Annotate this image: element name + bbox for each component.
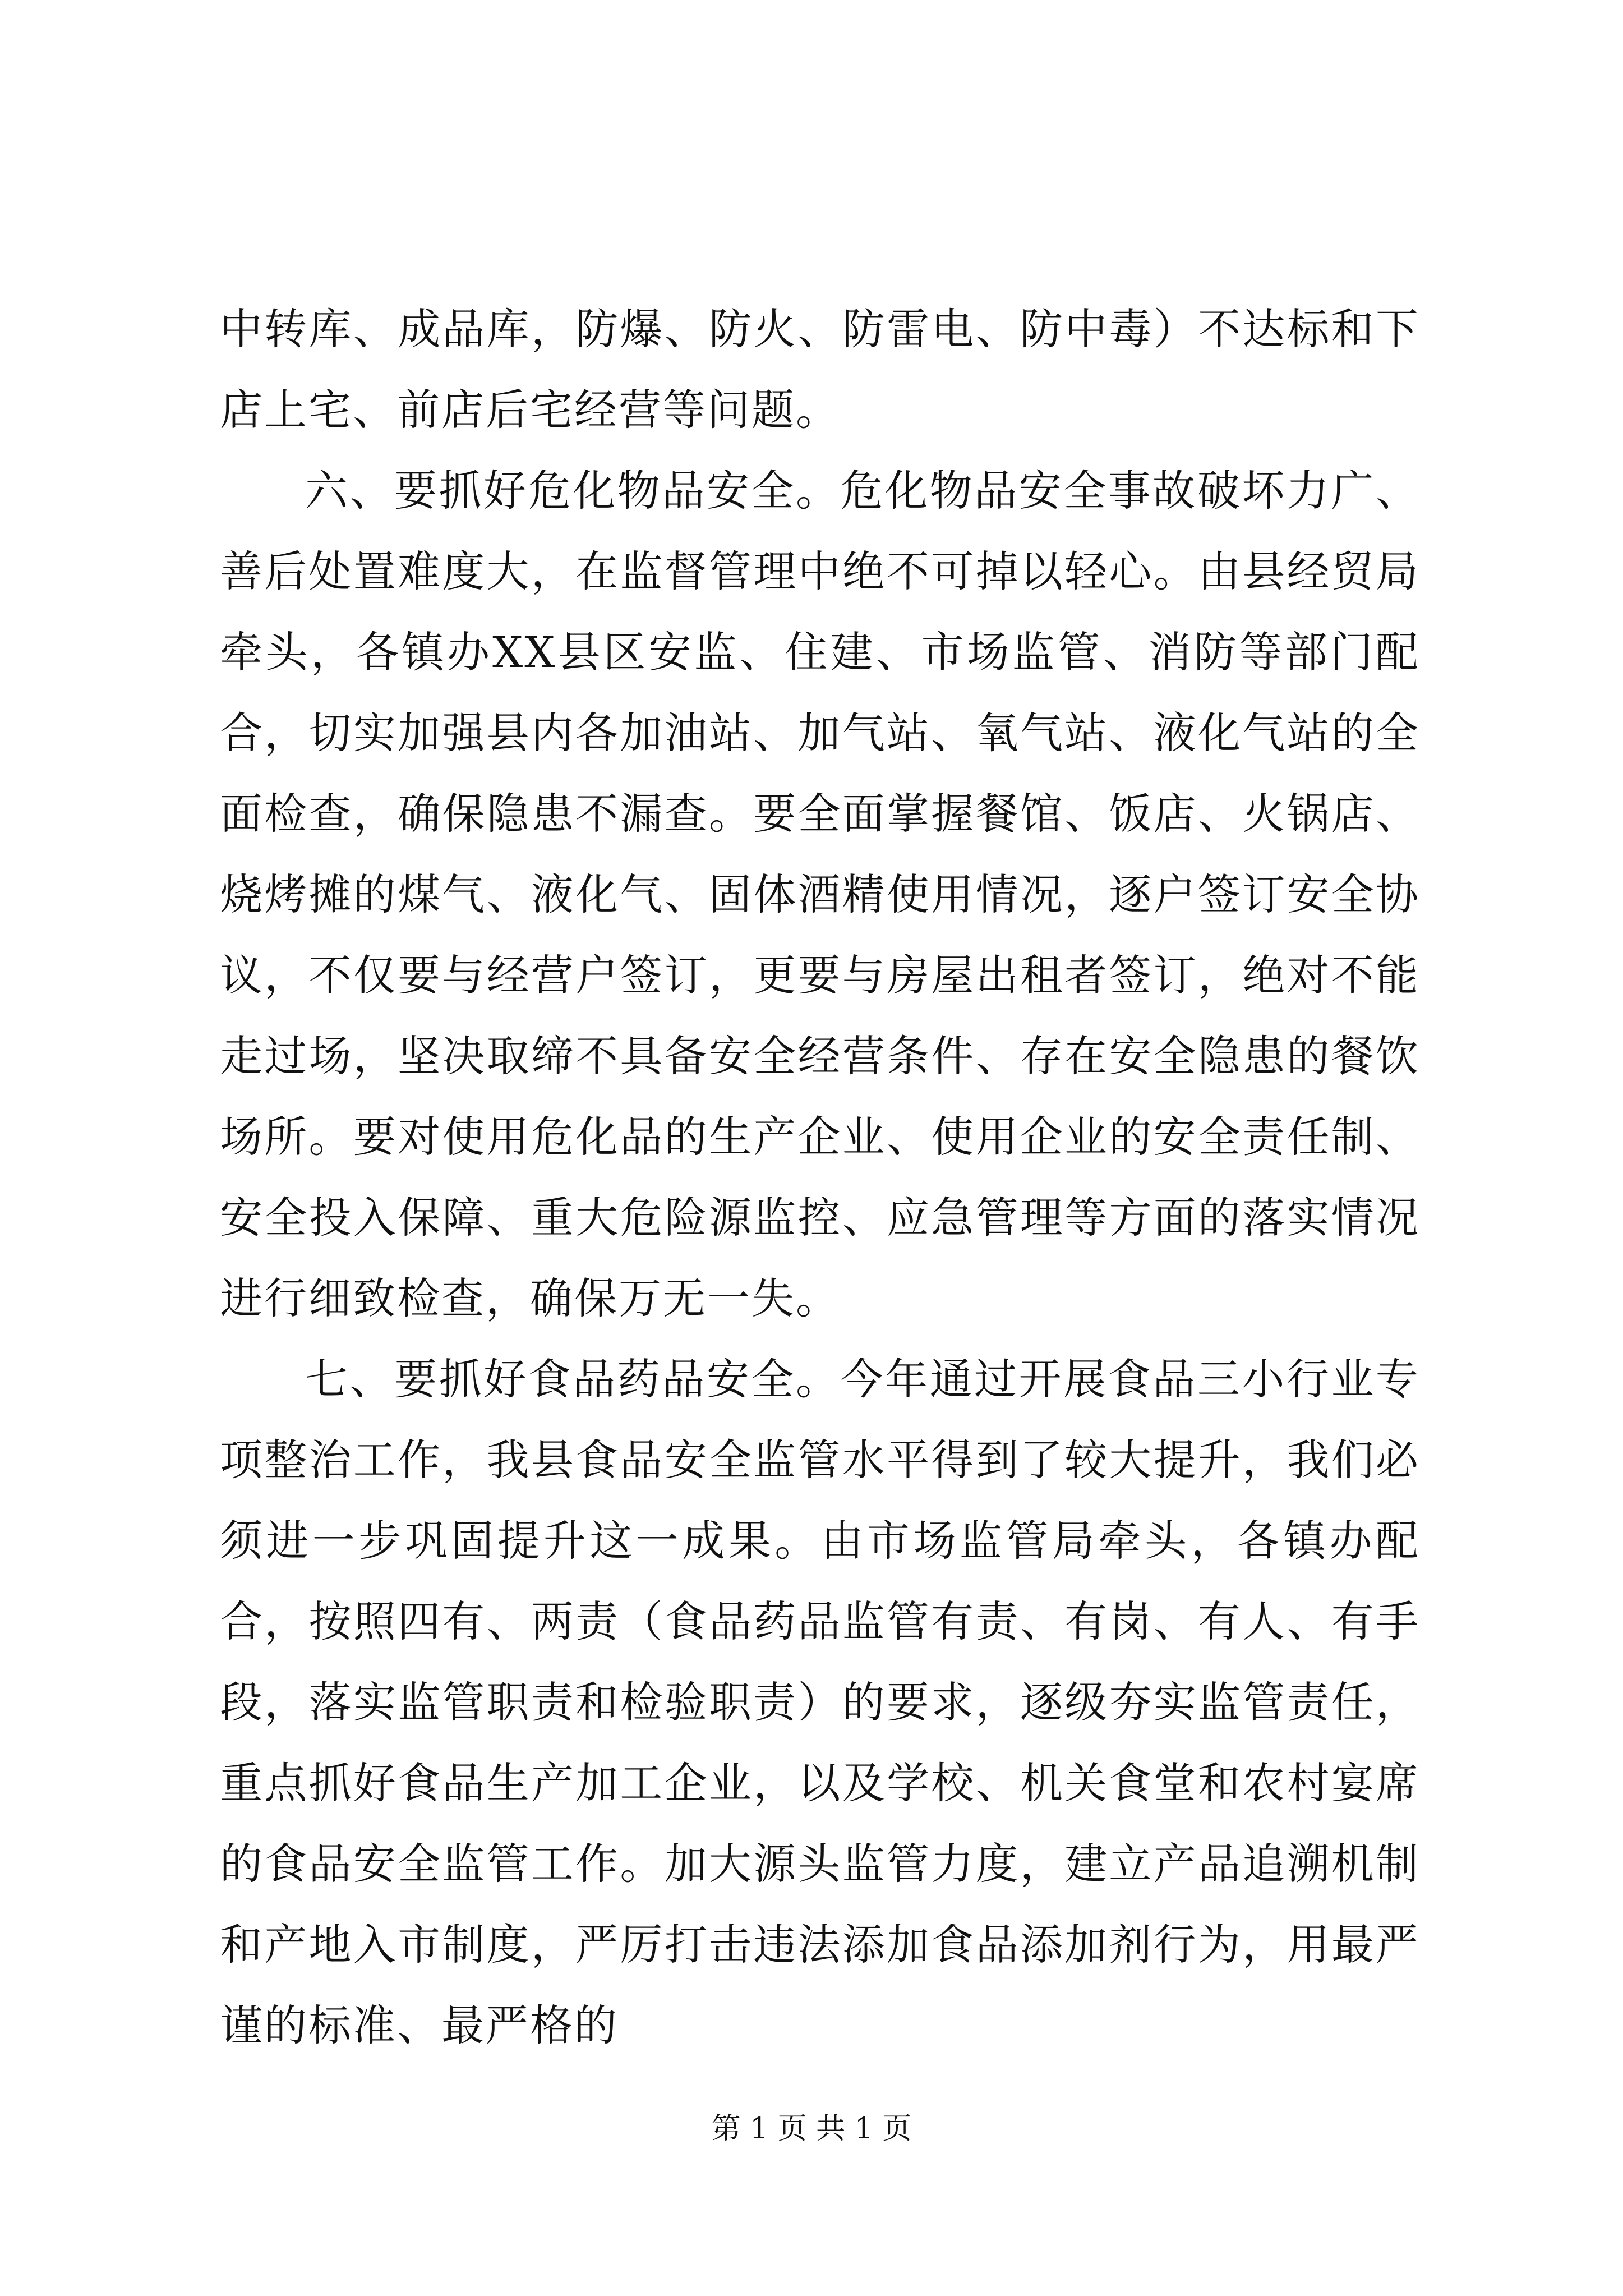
paragraph-food-drug-safety: 七、要抓好食品药品安全。今年通过开展食品三小行业专项整治工作，我县食品安全监管水平得到了较大提升，我们必须进一步巩固提升这一成果。由市场监管局牵头，各镇办配合，按照四有、两责（食品药品监管有责、有岗、有人、有手段，落实监管职责和检验职责）的要求，逐级夯实监管责任，重点抓好食品生产加工企业，以及学校、机关食堂和农村宴席的食品安全监管工作。加大源头监管力度，建立产品追溯机制和产地入市制度，严厉打击违法添加食品添加剂行为，用最严谨的标准、最严格的 [220, 1354, 1420, 2050]
page-footer: 第 1 页 共 1 页 [711, 2112, 912, 2146]
paragraph-hazardous-chemicals: 六、要抓好危化物品安全。危化物品安全事故破坏力广、善后处置难度大，在监督管理中绝不可掉以轻心。由县经贸局牵头，各镇办XX县区安监、住建、市场监管、消防等部门配合，切实加强县内各加油站、加气站、氧气站、液化气站的全面检查，确保隐患不漏查。要全面掌握餐馆、饭店、火锅店、烧烤摊的煤气、液化气、固体酒精使用情况，逐户签订安全协议，不仅要与经营户签订，更要与房屋出租者签订，绝对不能走过场，坚决取缔不具备安全经营条件、存在安全隐患的餐饮场所。要对使用危化品的生产企业、使用企业的安全责任制、安全投入保障、重大危险源监控、应急管理等方面的落实情况进行细致检查，确保万无一失。 [220, 466, 1420, 1323]
document-body [220, 289, 1420, 2066]
paragraph-continuation: 中转库、成品库，防爆、防火、防雷电、防中毒）不达标和下店上宅、前店后宅经营等问题。 [220, 304, 1420, 435]
